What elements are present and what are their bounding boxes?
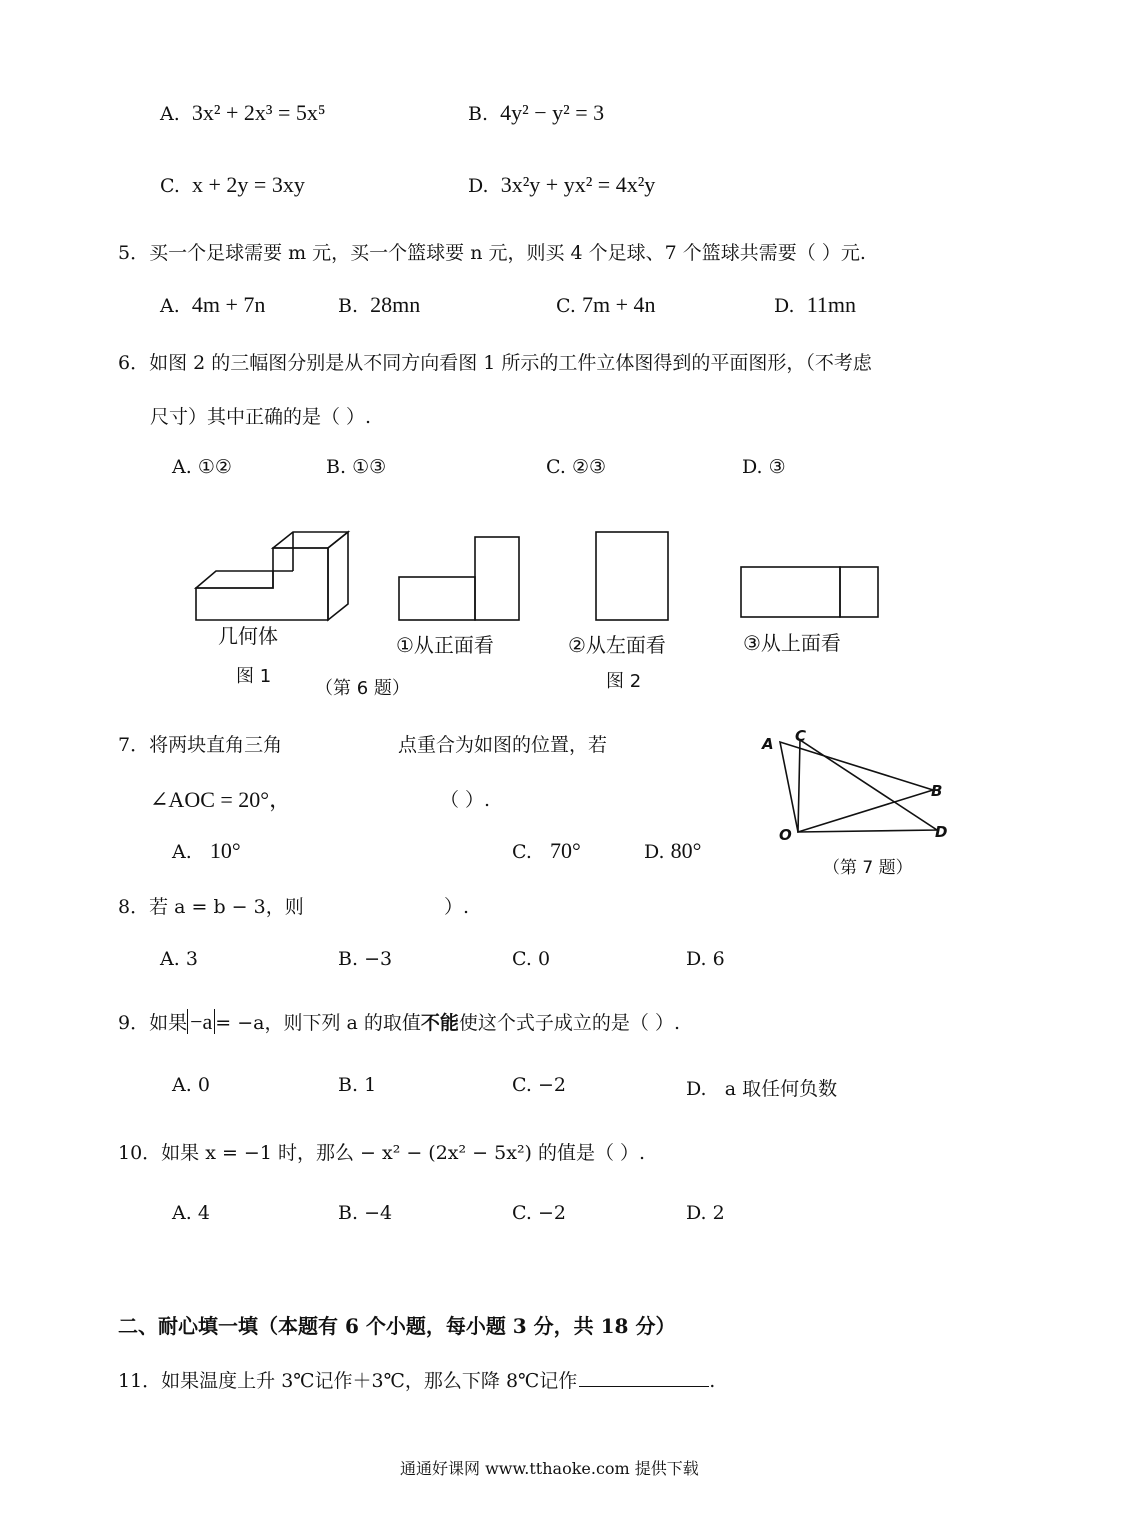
page-footer: 通通好课网 www.tthaoke.com 提供下载 bbox=[400, 1459, 699, 1478]
option-expr: 10° bbox=[209, 838, 241, 863]
q6-text-line1: 6．如图 2 的三幅图分别是从不同方向看图 1 所示的工件立体图得到的平面图形，（不考虑 bbox=[118, 352, 872, 374]
option-label: C. bbox=[512, 948, 532, 970]
q7-text-line1a: 7．将两块直角三角 bbox=[118, 734, 283, 756]
view1-low-rect bbox=[399, 577, 475, 620]
option-label: D. bbox=[686, 1202, 707, 1224]
fig1-label: 图 1 bbox=[236, 666, 272, 687]
option-label: D. bbox=[742, 456, 763, 478]
option-label: B. bbox=[338, 295, 359, 317]
view1-tall-rect bbox=[475, 537, 519, 620]
option-expr: −4 bbox=[364, 1202, 393, 1224]
q11-end: . bbox=[709, 1370, 716, 1392]
q8-option-d bbox=[686, 948, 725, 970]
q4-option-a bbox=[160, 100, 326, 126]
q9-option-a bbox=[172, 1074, 210, 1096]
q10-option-d bbox=[686, 1202, 725, 1224]
option-expr: 3x² + 2x³ = 5x⁵ bbox=[191, 100, 326, 125]
option-expr: 6 bbox=[712, 948, 725, 970]
q8-option-c bbox=[512, 948, 550, 970]
option-expr: 7m + 4n bbox=[581, 292, 656, 317]
option-expr: 1 bbox=[364, 1074, 377, 1096]
option-label: A. bbox=[172, 1202, 192, 1224]
option-label: C. bbox=[512, 841, 532, 863]
option-expr: −3 bbox=[364, 948, 393, 970]
q10-option-a bbox=[172, 1202, 210, 1224]
option-expr: ②③ bbox=[571, 456, 607, 478]
q5-text: 5．买一个足球需要 m 元，买一个篮球要 n 元，则买 4 个足球、7 个篮球共需要（ ）元. bbox=[118, 242, 866, 264]
option-label: D. bbox=[686, 1078, 707, 1100]
point-o-label: O bbox=[779, 826, 792, 844]
option-expr: 2 bbox=[712, 1202, 725, 1224]
q9-emph: 不能 bbox=[420, 1012, 459, 1034]
option-expr: 70° bbox=[550, 838, 581, 863]
q6-text-line2: 尺寸）其中正确的是（ ）. bbox=[150, 406, 372, 428]
answer-blank bbox=[579, 1368, 709, 1387]
fig2-label: 图 2 bbox=[606, 671, 642, 692]
option-expr: 0 bbox=[197, 1074, 210, 1096]
q7-text-line1b: 点重合为如图的位置，若 bbox=[398, 734, 608, 756]
q9-option-d bbox=[686, 1074, 837, 1101]
option-expr: 4m + 7n bbox=[191, 292, 266, 317]
q5-option-b bbox=[338, 292, 420, 318]
option-expr: −2 bbox=[537, 1074, 566, 1096]
option-label: C. bbox=[512, 1074, 532, 1096]
solid-right-side bbox=[328, 532, 348, 620]
triangle-aob bbox=[780, 742, 933, 832]
q6-option-a bbox=[172, 456, 232, 478]
option-expr: 80° bbox=[670, 838, 702, 863]
option-label: D. bbox=[644, 841, 665, 863]
q7-text-line2a: ∠AOC = 20°， bbox=[150, 787, 292, 812]
q10-option-b bbox=[338, 1202, 392, 1224]
option-expr: 4 bbox=[197, 1202, 210, 1224]
option-expr: 0 bbox=[537, 948, 551, 970]
q9-option-c bbox=[512, 1074, 566, 1096]
q9-option-b bbox=[338, 1074, 376, 1096]
q7-option-c bbox=[512, 838, 581, 864]
q7-text-line2b: （ ）. bbox=[440, 789, 491, 811]
option-expr: ①③ bbox=[352, 456, 387, 478]
section2-heading: 二、耐心填一填（本题有 6 个小题，每小题 3 分，共 18 分） bbox=[118, 1314, 676, 1338]
q7-caption: （第 7 题） bbox=[823, 858, 913, 878]
q9-text bbox=[118, 1008, 680, 1035]
q10-option-c bbox=[512, 1202, 566, 1224]
option-label: B. bbox=[468, 103, 489, 125]
q10-text: 10．如果 x = −1 时，那么 − x² − (2x² − 5x²) 的值是（ ）. bbox=[118, 1142, 646, 1164]
q6-option-c bbox=[546, 456, 606, 478]
option-label: A. bbox=[160, 295, 180, 317]
view3-label: ③从上面看 bbox=[743, 631, 841, 655]
option-expr: a 取任何负数 bbox=[724, 1078, 838, 1100]
point-a-label: A bbox=[762, 735, 774, 753]
q7-option-a bbox=[172, 838, 241, 864]
q9-text-c: 使这个式子成立的是（ ）. bbox=[458, 1012, 680, 1034]
option-expr: ③ bbox=[768, 456, 786, 478]
q5-option-a bbox=[160, 292, 265, 318]
view3-short-rect bbox=[840, 567, 878, 617]
option-label: C. bbox=[546, 456, 566, 478]
option-expr: 11mn bbox=[806, 292, 856, 317]
option-label: C. bbox=[160, 175, 180, 197]
option-label: A. bbox=[160, 948, 180, 970]
option-label: D. bbox=[468, 175, 489, 197]
option-expr: 3 bbox=[185, 948, 198, 970]
option-expr: 28mn bbox=[370, 292, 421, 317]
option-expr: 4y² − y² = 3 bbox=[500, 100, 605, 125]
point-d-label: D bbox=[935, 823, 948, 841]
q8-text-b: ）. bbox=[444, 896, 470, 918]
solid-front-face bbox=[196, 548, 328, 620]
q4-option-b bbox=[468, 100, 604, 126]
q8-text-a: 8．若 a = b − 3，则 bbox=[118, 896, 304, 918]
view1-label: ①从正面看 bbox=[396, 633, 494, 657]
option-label: B. bbox=[326, 456, 347, 478]
view2-label: ②从左面看 bbox=[568, 633, 666, 657]
option-label: A. bbox=[172, 841, 192, 863]
option-label: D. bbox=[774, 295, 795, 317]
option-expr: −2 bbox=[537, 1202, 566, 1224]
option-label: D. bbox=[686, 948, 707, 970]
option-expr: x + 2y = 3xy bbox=[192, 172, 305, 197]
q7-option-d bbox=[644, 838, 701, 864]
option-expr: 3x²y + yx² = 4x²y bbox=[500, 172, 656, 197]
q9-text-b: = −a，则下列 a 的取值 bbox=[215, 1012, 421, 1034]
option-label: A. bbox=[160, 103, 180, 125]
q11 bbox=[118, 1366, 715, 1393]
q9-text-a: 9．如果 bbox=[118, 1012, 188, 1034]
option-label: B. bbox=[338, 948, 359, 970]
q4-option-c bbox=[160, 172, 305, 198]
q8-option-a bbox=[160, 948, 198, 970]
view2-rect bbox=[596, 532, 668, 620]
q5-option-c bbox=[556, 292, 655, 318]
q4-option-d bbox=[468, 172, 655, 198]
option-expr: ①② bbox=[197, 456, 232, 478]
q7-figure bbox=[755, 722, 985, 882]
option-label: A. bbox=[172, 1074, 192, 1096]
q6-option-b bbox=[326, 456, 386, 478]
point-b-label: B bbox=[931, 782, 943, 800]
option-label: B. bbox=[338, 1074, 359, 1096]
q6-caption: （第 6 题） bbox=[315, 678, 410, 699]
option-label: C. bbox=[556, 295, 576, 317]
q6-option-d bbox=[742, 456, 786, 478]
option-label: C. bbox=[512, 1202, 532, 1224]
solid-top-low bbox=[196, 571, 273, 588]
solid-label: 几何体 bbox=[218, 624, 278, 648]
q6-figure bbox=[180, 510, 900, 700]
q11-text: 11．如果温度上升 3℃记作＋3℃，那么下降 8℃记作 bbox=[118, 1370, 578, 1392]
view3-long-rect bbox=[741, 567, 840, 617]
q5-option-d bbox=[774, 292, 856, 318]
q9-abs-expr: −a bbox=[187, 1009, 215, 1034]
point-c-label: C bbox=[795, 727, 807, 745]
option-label: B. bbox=[338, 1202, 359, 1224]
q8-option-b bbox=[338, 948, 392, 970]
option-label: A. bbox=[172, 456, 192, 478]
